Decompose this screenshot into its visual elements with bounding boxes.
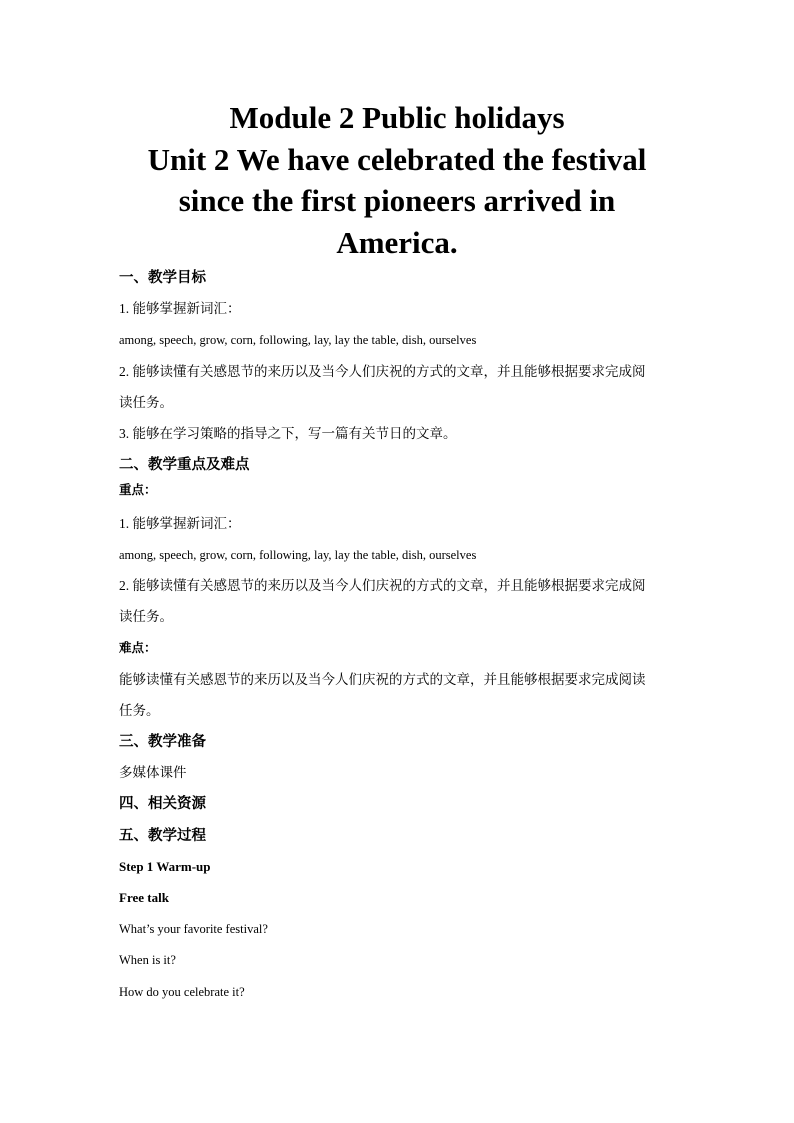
objective-2-line-1: 2. 能够读懂有关感恩节的来历以及当今人们庆祝的方式的文章，并且能够根据要求完成阅 [119,364,646,379]
question-3: How do you celebrate it? [119,985,245,999]
difficult-points-label: 难点： [119,641,157,655]
objective-2-line-2: 读任务。 [119,395,173,410]
section-heading-objectives: 一、教学目标 [119,270,206,286]
objective-1-label: 1. 能够掌握新词汇： [119,301,241,316]
title-line-2: Unit 2 We have celebrated the festival [147,142,647,177]
section-heading-preparation: 三、教学准备 [119,734,206,750]
title-line-1: Module 2 Public holidays [229,100,565,135]
question-2: When is it? [119,953,176,967]
key-point-2-line-1: 2. 能够读懂有关感恩节的来历以及当今人们庆祝的方式的文章，并且能够根据要求完成阅 [119,578,646,593]
section-heading-procedure: 五、教学过程 [119,828,206,844]
difficult-point-line-2: 任务。 [119,703,160,718]
key-point-1-words: among, speech, grow, corn, following, lay, lay the table, dish, ourselves [119,548,477,562]
section-heading-key-points: 二、教学重点及难点 [119,457,250,473]
title-line-3: since the first pioneers arrived in [178,183,616,218]
question-1: What’s your favorite festival? [119,922,268,936]
key-point-2-line-2: 读任务。 [119,609,173,624]
difficult-point-line-1: 能够读懂有关感恩节的来历以及当今人们庆祝的方式的文章，并且能够根据要求完成阅读 [119,672,646,687]
preparation-content: 多媒体课件 [119,765,187,780]
title-line-4: America. [336,225,458,260]
key-point-1-label: 1. 能够掌握新词汇： [119,516,241,531]
objective-1-words: among, speech, grow, corn, following, lay, lay the table, dish, ourselves [119,333,477,347]
step-1-heading: Step 1 Warm-up [119,859,211,874]
section-heading-resources: 四、相关资源 [119,796,206,812]
objective-3: 3. 能够在学习策略的指导之下，写一篇有关节日的文章。 [119,426,457,441]
free-talk-heading: Free talk [119,890,169,905]
key-points-label: 重点： [119,483,157,497]
